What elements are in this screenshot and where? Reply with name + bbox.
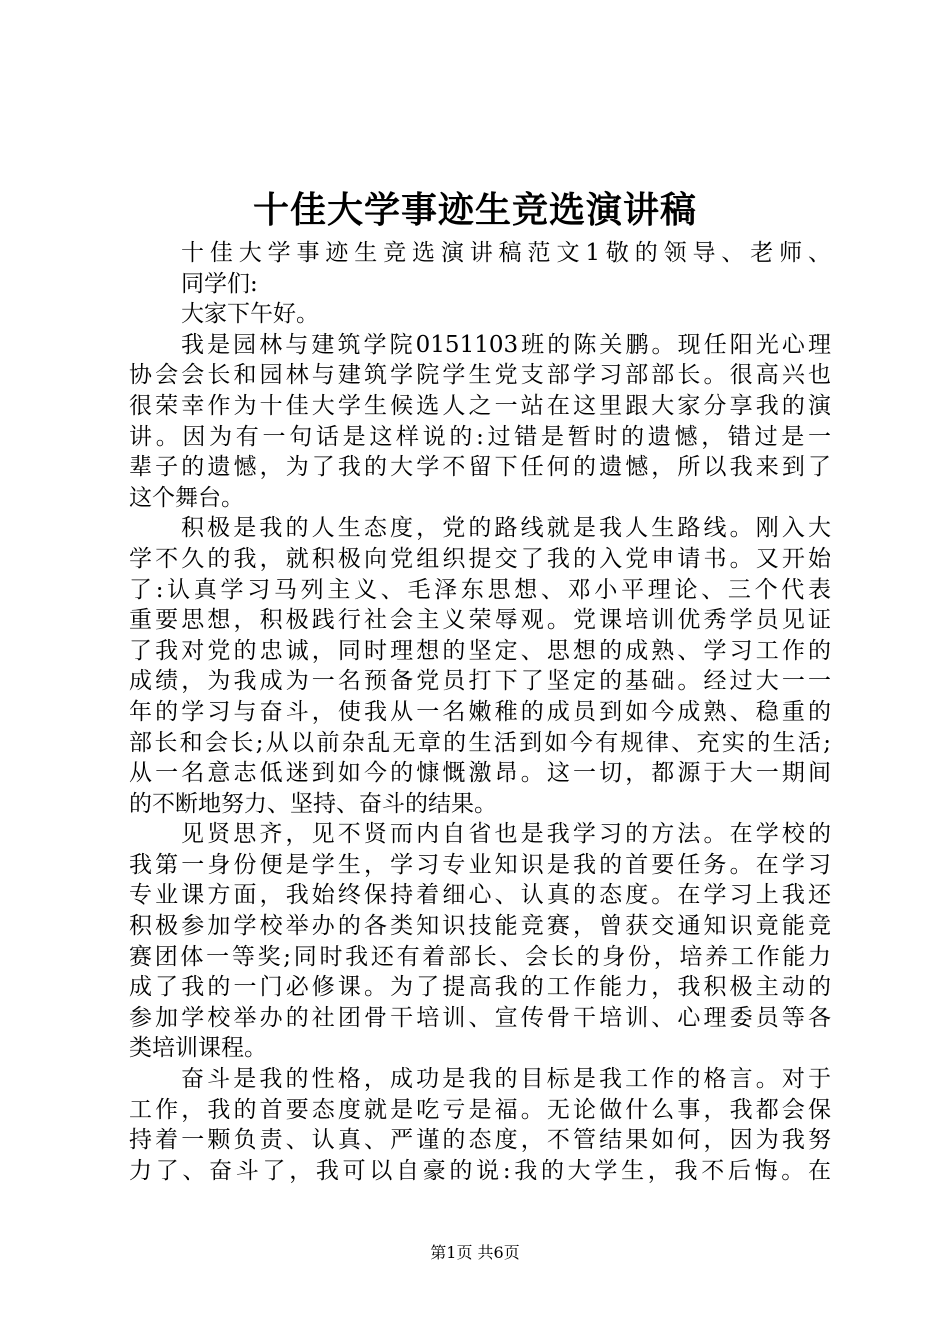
paragraph-line: 我第一身份便是学生，学习专业知识是我的首要任务。在学习 — [129, 851, 831, 878]
page-footer: 第1页 共6页 — [430, 1243, 520, 1262]
paragraph-line: 讲。因为有一句话是这样说的:过错是暂时的遗憾，错过是一 — [129, 423, 831, 450]
paragraph-line: 很荣幸作为十佳大学生候选人之一站在这里跟大家分享我的演 — [129, 392, 831, 419]
paragraph-line: 成了我的一门必修课。为了提高我的工作能力，我积极主动的 — [129, 974, 831, 1001]
paragraph-line: 这个舞台。 — [129, 484, 244, 511]
paragraph-line: 专业课方面，我始终保持着细心、认真的态度。在学习上我还 — [129, 882, 831, 909]
paragraph-line: 类培训课程。 — [129, 1035, 267, 1062]
paragraph-line: 我是园林与建筑学院0151103班的陈关鹏。现任阳光心理 — [181, 331, 831, 358]
paragraph-line: 成绩，为我成为一名预备党员打下了坚定的基础。经过大一一 — [129, 668, 831, 695]
paragraph-line: 辈子的遗憾，为了我的大学不留下任何的遗憾，所以我来到了 — [129, 454, 831, 481]
intro-line: 十佳大学事迹生竞选演讲稿范文1敬的领导、老师、 — [181, 240, 831, 266]
paragraph-line: 赛团体一等奖;同时我还有着部长、会长的身份，培养工作能力 — [129, 943, 831, 970]
paragraph-line: 积极参加学校举办的各类知识技能竞赛，曾获交通知识竟能竞 — [129, 913, 831, 940]
paragraph-line: 重要思想，积极践行社会主义荣辱观。党课培训优秀学员见证 — [129, 607, 831, 634]
intro-line: 同学们: — [181, 270, 258, 297]
paragraph-line: 了我对党的忠诚，同时理想的坚定、思想的成熟、学习工作的 — [129, 637, 831, 664]
paragraph-line: 学不久的我，就积极向党组织提交了我的入党申请书。又开始 — [129, 545, 831, 572]
paragraph-line: 的不断地努力、坚持、奋斗的结果。 — [129, 790, 497, 817]
paragraph-line: 持着一颗负责、认真、严谨的态度，不管结果如何，因为我努 — [129, 1127, 831, 1154]
paragraph-line: 工作，我的首要态度就是吃亏是福。无论做什么事，我都会保 — [129, 1096, 831, 1123]
paragraph-line: 见贤思齐，见不贤而内自省也是我学习的方法。在学校的 — [181, 821, 831, 848]
paragraph-line: 积极是我的人生态度，党的路线就是我人生路线。刚入大 — [181, 515, 831, 542]
paragraph-line: 参加学校举办的社团骨干培训、宣传骨干培训、心理委员等各 — [129, 1004, 831, 1031]
paragraph-line: 了:认真学习马列主义、毛泽东思想、邓小平理论、三个代表 — [129, 576, 831, 603]
document-title: 十佳大学事迹生竞选演讲稿 — [252, 189, 697, 231]
paragraph-line: 部长和会长;从以前杂乱无章的生活到如今有规律、充实的生活; — [129, 729, 831, 756]
paragraph-line: 奋斗是我的性格，成功是我的目标是我工作的格言。对于 — [181, 1066, 831, 1093]
document-body — [129, 238, 831, 1186]
intro-line: 大家下午好。 — [181, 301, 319, 328]
paragraph-line: 力了、奋斗了，我可以自豪的说:我的大学生，我不后悔。在 — [129, 1157, 831, 1184]
paragraph-line: 年的学习与奋斗，使我从一名嫩稚的成员到如今成熟、稳重的 — [129, 698, 831, 725]
paragraph-line: 协会会长和园林与建筑学院学生党支部学习部部长。很高兴也 — [129, 362, 831, 389]
paragraph-line: 从一名意志低迷到如今的慷慨激昂。这一切，都源于大一期间 — [129, 760, 831, 787]
